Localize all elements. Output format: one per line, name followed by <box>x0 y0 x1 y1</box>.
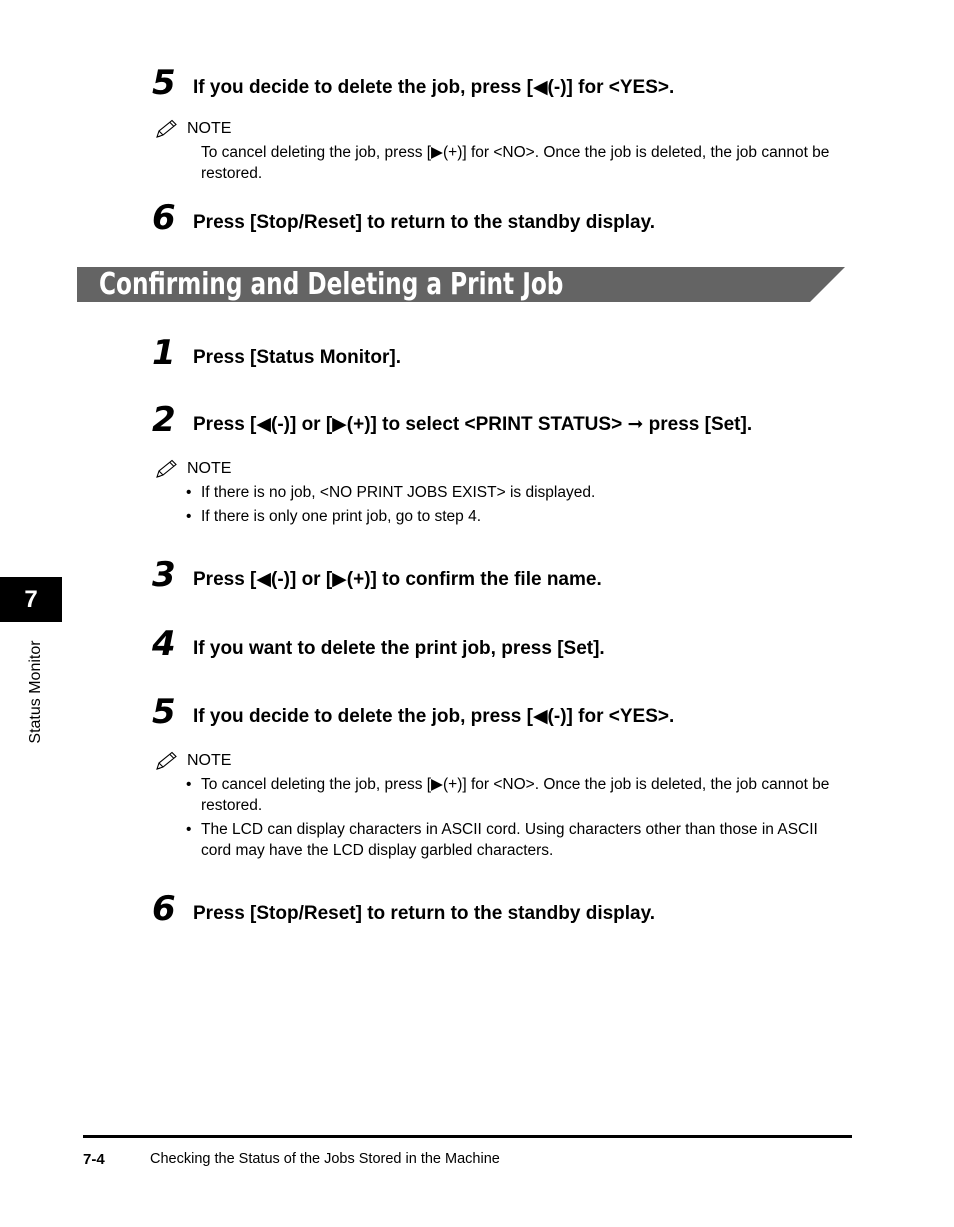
note-bullet-text: If there is no job, <NO PRINT JOBS EXIST> is displayed. <box>201 484 596 501</box>
step-instruction: Press [Stop/Reset] to return to the standby display. <box>193 212 656 233</box>
page-number: 7-4 <box>83 1151 105 1168</box>
bullet-dot: • <box>186 776 192 793</box>
step-number: 3 <box>152 555 176 595</box>
note-bullet-text: To cancel deleting the job, press [▶(+)] for <NO>. Once the job is deleted, the job cannot be restored. <box>201 776 830 814</box>
step-instruction: Press [◀(-)] or [▶(+)] to confirm the file name. <box>193 569 602 590</box>
note-bullet-text: If there is only one print job, go to step 4. <box>201 508 482 525</box>
step-number: 5 <box>152 63 176 103</box>
note-label: NOTE <box>187 460 232 477</box>
bullet-dot: • <box>186 821 192 838</box>
pencil-icon <box>155 119 181 139</box>
chapter-number: 7 <box>24 585 38 613</box>
pencil-icon <box>155 751 181 771</box>
step-number: 6 <box>152 198 176 238</box>
pencil-icon <box>155 459 181 479</box>
note-bullet <box>186 774 851 816</box>
note-bullet <box>186 506 851 527</box>
note-bullet-text: The LCD can display characters in ASCII cord. Using characters other than those in ASCII cord may have the LCD display garbled characters. <box>201 821 818 859</box>
footer-rule <box>83 1135 852 1138</box>
step-instruction: Press [Status Monitor]. <box>193 347 401 368</box>
bullet-dot: • <box>186 484 192 501</box>
step-number: 1 <box>152 333 176 373</box>
bullet-dot: • <box>186 508 192 525</box>
note-label: NOTE <box>187 752 232 769</box>
step-instruction: If you want to delete the print job, press [Set]. <box>193 638 605 659</box>
step-instruction: Press [◀(-)] or [▶(+)] to select <PRINT STATUS> ➞ press [Set]. <box>193 414 753 435</box>
note-label: NOTE <box>187 120 232 137</box>
step-number: 4 <box>152 624 176 664</box>
step-instruction: If you decide to delete the job, press [◀(-)] for <YES>. <box>193 77 675 98</box>
note-text: To cancel deleting the job, press [▶(+)] for <NO>. Once the job is deleted, the job cannot be restored. <box>201 144 830 182</box>
note-bullet <box>186 819 851 861</box>
step-number: 2 <box>152 400 176 440</box>
step-instruction: Press [Stop/Reset] to return to the standby display. <box>193 903 656 924</box>
note-header <box>155 459 231 479</box>
step-instruction: If you decide to delete the job, press [◀(-)] for <YES>. <box>193 706 675 727</box>
section-title: Confirming and Deleting a Print Job <box>99 267 564 302</box>
chapter-tab <box>0 577 62 622</box>
chapter-label: Status Monitor <box>27 640 44 744</box>
step-number: 5 <box>152 692 176 732</box>
step-number: 6 <box>152 889 176 929</box>
note-bullet <box>186 482 851 503</box>
footer-title: Checking the Status of the Jobs Stored in the Machine <box>150 1151 500 1167</box>
note-header <box>155 751 231 771</box>
note-header <box>155 119 231 139</box>
